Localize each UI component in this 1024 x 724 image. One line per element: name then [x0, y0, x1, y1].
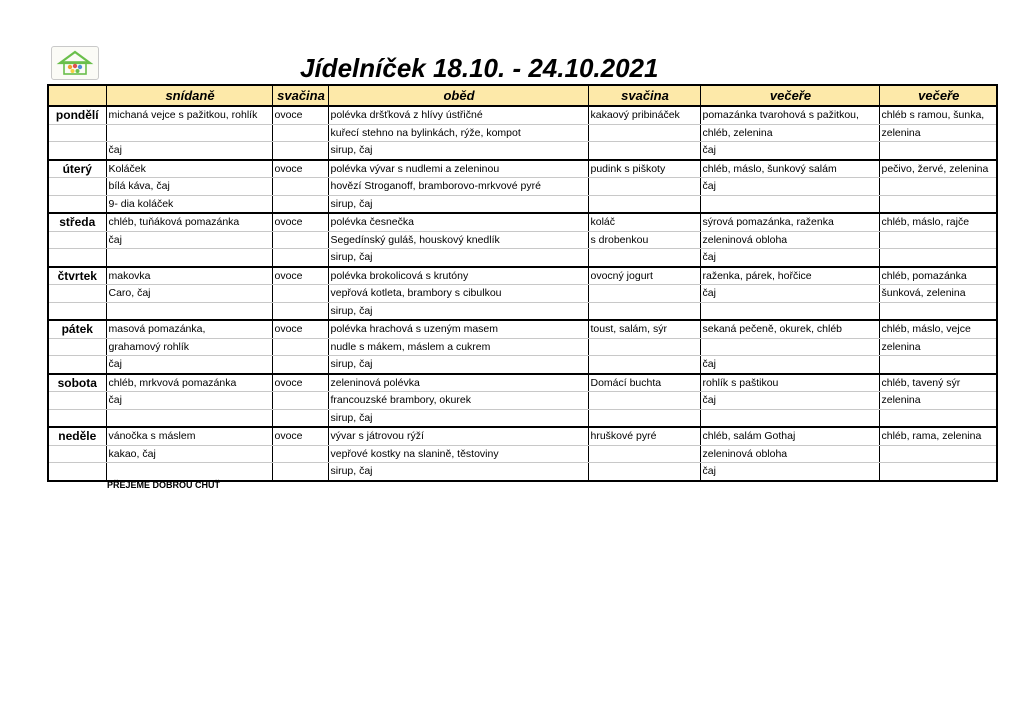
day-cell-empty: [48, 356, 106, 374]
cell-lunch: sirup, čaj: [328, 142, 588, 160]
header-dinner-second: večeře: [879, 85, 997, 106]
menu-body: [48, 106, 997, 481]
cell-lunch: sirup, čaj: [328, 249, 588, 267]
cell-breakfast: 9- dia koláček: [106, 195, 272, 213]
cell-breakfast: Koláček: [106, 160, 272, 178]
cell-lunch: sirup, čaj: [328, 302, 588, 320]
table-row: [48, 320, 997, 338]
cell-dinner: sýrová pomazánka, raženka: [700, 213, 879, 231]
cell-dinner-second: [879, 142, 997, 160]
cell-snack-morning: [272, 302, 328, 320]
cell-snack-morning: [272, 338, 328, 356]
header-lunch: oběd: [328, 85, 588, 106]
cell-dinner: pomazánka tvarohová s pažitkou,: [700, 106, 879, 124]
cell-breakfast: [106, 463, 272, 481]
cell-breakfast: vánočka s máslem: [106, 427, 272, 445]
cell-snack-morning: [272, 445, 328, 463]
cell-snack-afternoon: toust, salám, sýr: [588, 320, 700, 338]
cell-breakfast: masová pomazánka,: [106, 320, 272, 338]
cell-snack-afternoon: [588, 445, 700, 463]
table-row: [48, 463, 997, 481]
cell-snack-afternoon: s drobenkou: [588, 231, 700, 249]
cell-dinner: zeleninová obloha: [700, 231, 879, 249]
page-title: Jídelníček 18.10. - 24.10.2021: [300, 53, 659, 83]
cell-lunch: vepřová kotleta, brambory s cibulkou: [328, 285, 588, 303]
cell-breakfast: bílá káva, čaj: [106, 178, 272, 196]
table-row: [48, 160, 997, 178]
cell-breakfast: grahamový rohlík: [106, 338, 272, 356]
cell-dinner-second: chléb s ramou, šunka,: [879, 106, 997, 124]
cell-dinner: [700, 302, 879, 320]
cell-dinner: čaj: [700, 392, 879, 410]
cell-snack-afternoon: koláč: [588, 213, 700, 231]
cell-snack-afternoon: [588, 463, 700, 481]
cell-snack-afternoon: ovocný jogurt: [588, 267, 700, 285]
cell-breakfast: michaná vejce s pažitkou, rohlík: [106, 106, 272, 124]
table-row: [48, 356, 997, 374]
cell-snack-afternoon: kakaový pribináček: [588, 106, 700, 124]
cell-dinner-second: [879, 178, 997, 196]
cell-dinner-second: zelenina: [879, 124, 997, 142]
cell-dinner: [700, 409, 879, 427]
day-cell-empty: [48, 463, 106, 481]
day-cell-empty: [48, 285, 106, 303]
cell-breakfast: kakao, čaj: [106, 445, 272, 463]
cell-dinner: chléb, máslo, šunkový salám: [700, 160, 879, 178]
cell-snack-afternoon: [588, 178, 700, 196]
table-row: [48, 338, 997, 356]
cell-lunch: sirup, čaj: [328, 195, 588, 213]
cell-breakfast: chléb, tuňáková pomazánka: [106, 213, 272, 231]
cell-dinner: čaj: [700, 356, 879, 374]
cell-dinner: sekaná pečeně, okurek, chléb: [700, 320, 879, 338]
cell-dinner: čaj: [700, 142, 879, 160]
cell-snack-morning: ovoce: [272, 160, 328, 178]
cell-lunch: nudle s mákem, máslem a cukrem: [328, 338, 588, 356]
day-name: pátek: [48, 320, 106, 338]
cell-snack-morning: [272, 142, 328, 160]
logo: [51, 46, 99, 80]
cell-dinner: rohlík s paštikou: [700, 374, 879, 392]
cell-snack-afternoon: [588, 285, 700, 303]
cell-lunch: francouzské brambory, okurek: [328, 392, 588, 410]
day-cell-empty: [48, 249, 106, 267]
cell-dinner-second: pečivo, žervé, zelenina: [879, 160, 997, 178]
cell-dinner-second: šunková, zelenina: [879, 285, 997, 303]
house-logo-icon: [52, 47, 98, 79]
cell-dinner-second: [879, 445, 997, 463]
table-row: [48, 213, 997, 231]
table-row: [48, 374, 997, 392]
cell-breakfast: [106, 302, 272, 320]
menu-table: [47, 84, 998, 482]
cell-snack-afternoon: pudink s piškoty: [588, 160, 700, 178]
header-row: [48, 85, 997, 106]
cell-lunch: zeleninová polévka: [328, 374, 588, 392]
cell-snack-morning: ovoce: [272, 267, 328, 285]
header-snack-afternoon: svačina: [588, 85, 700, 106]
cell-dinner-second: [879, 302, 997, 320]
cell-snack-morning: ovoce: [272, 213, 328, 231]
cell-lunch: polévka hrachová s uzeným masem: [328, 320, 588, 338]
table-row: [48, 392, 997, 410]
cell-lunch: vepřové kostky na slanině, těstoviny: [328, 445, 588, 463]
cell-snack-morning: ovoce: [272, 427, 328, 445]
cell-dinner-second: chléb, máslo, rajče: [879, 213, 997, 231]
day-cell-empty: [48, 142, 106, 160]
day-name: úterý: [48, 160, 106, 178]
cell-breakfast: [106, 409, 272, 427]
cell-snack-afternoon: [588, 338, 700, 356]
table-row: [48, 427, 997, 445]
cell-dinner: zeleninová obloha: [700, 445, 879, 463]
cell-lunch: sirup, čaj: [328, 356, 588, 374]
table-row: [48, 267, 997, 285]
cell-dinner: [700, 195, 879, 213]
cell-breakfast: [106, 249, 272, 267]
day-name: sobota: [48, 374, 106, 392]
cell-breakfast: čaj: [106, 356, 272, 374]
cell-snack-afternoon: Domácí buchta: [588, 374, 700, 392]
cell-dinner: chléb, zelenina: [700, 124, 879, 142]
cell-dinner-second: [879, 356, 997, 374]
cell-dinner: čaj: [700, 249, 879, 267]
table-row: [48, 142, 997, 160]
cell-dinner: čaj: [700, 285, 879, 303]
cell-snack-morning: [272, 463, 328, 481]
cell-snack-afternoon: [588, 249, 700, 267]
cell-snack-afternoon: [588, 142, 700, 160]
day-cell-empty: [48, 445, 106, 463]
table-row: [48, 302, 997, 320]
cell-snack-afternoon: [588, 124, 700, 142]
cell-lunch: sirup, čaj: [328, 463, 588, 481]
day-cell-empty: [48, 392, 106, 410]
header-snack-morning: svačina: [272, 85, 328, 106]
day-cell-empty: [48, 409, 106, 427]
cell-lunch: sirup, čaj: [328, 409, 588, 427]
day-name: pondělí: [48, 106, 106, 124]
day-cell-empty: [48, 231, 106, 249]
cell-breakfast: Caro, čaj: [106, 285, 272, 303]
cell-breakfast: [106, 124, 272, 142]
cell-dinner-second: zelenina: [879, 392, 997, 410]
cell-lunch: hovězí Stroganoff, bramborovo-mrkvové pyré: [328, 178, 588, 196]
cell-snack-morning: [272, 124, 328, 142]
cell-dinner: chléb, salám Gothaj: [700, 427, 879, 445]
cell-snack-afternoon: [588, 356, 700, 374]
table-row: [48, 178, 997, 196]
cell-dinner-second: chléb, pomazánka: [879, 267, 997, 285]
cell-breakfast: čaj: [106, 142, 272, 160]
cell-dinner-second: zelenina: [879, 338, 997, 356]
cell-dinner: raženka, párek, hořčice: [700, 267, 879, 285]
cell-lunch: polévka česnečka: [328, 213, 588, 231]
day-cell-empty: [48, 178, 106, 196]
cell-breakfast: čaj: [106, 231, 272, 249]
day-name: čtvrtek: [48, 267, 106, 285]
day-cell-empty: [48, 124, 106, 142]
cell-snack-afternoon: [588, 302, 700, 320]
cell-snack-morning: [272, 392, 328, 410]
cell-snack-morning: [272, 178, 328, 196]
table-row: [48, 445, 997, 463]
cell-lunch: kuřecí stehno na bylinkách, rýže, kompot: [328, 124, 588, 142]
cell-dinner-second: chléb, máslo, vejce: [879, 320, 997, 338]
cell-snack-morning: [272, 356, 328, 374]
day-name: středa: [48, 213, 106, 231]
cell-breakfast: makovka: [106, 267, 272, 285]
cell-dinner: čaj: [700, 463, 879, 481]
table-row: [48, 231, 997, 249]
cell-dinner-second: [879, 463, 997, 481]
cell-snack-morning: [272, 409, 328, 427]
cell-snack-morning: ovoce: [272, 374, 328, 392]
cell-dinner-second: chléb, rama, zelenina: [879, 427, 997, 445]
cell-snack-afternoon: hruškové pyré: [588, 427, 700, 445]
cell-lunch: polévka dršťková z hlívy ústřičné: [328, 106, 588, 124]
cell-snack-morning: ovoce: [272, 320, 328, 338]
cell-snack-morning: [272, 285, 328, 303]
table-row: [48, 124, 997, 142]
cell-breakfast: čaj: [106, 392, 272, 410]
cell-lunch: vývar s játrovou rýží: [328, 427, 588, 445]
cell-snack-morning: [272, 195, 328, 213]
day-cell-empty: [48, 195, 106, 213]
cell-snack-afternoon: [588, 195, 700, 213]
cell-dinner-second: chléb, tavený sýr: [879, 374, 997, 392]
cell-dinner-second: [879, 249, 997, 267]
table-row: [48, 195, 997, 213]
day-cell-empty: [48, 302, 106, 320]
cell-breakfast: chléb, mrkvová pomazánka: [106, 374, 272, 392]
cell-lunch: polévka brokolicová s krutóny: [328, 267, 588, 285]
cell-dinner: čaj: [700, 178, 879, 196]
day-name: neděle: [48, 427, 106, 445]
cell-snack-morning: [272, 231, 328, 249]
table-row: [48, 249, 997, 267]
table-row: [48, 409, 997, 427]
table-row: [48, 106, 997, 124]
cell-snack-morning: [272, 249, 328, 267]
table-row: [48, 285, 997, 303]
cell-lunch: Segedínský guláš, houskový knedlík: [328, 231, 588, 249]
header-day: [48, 85, 106, 106]
day-cell-empty: [48, 338, 106, 356]
cell-dinner: [700, 338, 879, 356]
cell-dinner-second: [879, 409, 997, 427]
footer-text: PŘEJEME DOBROU CHUŤ: [107, 480, 221, 490]
header-dinner: večeře: [700, 85, 879, 106]
cell-lunch: polévka vývar s nudlemi a zeleninou: [328, 160, 588, 178]
cell-snack-afternoon: [588, 409, 700, 427]
cell-snack-morning: ovoce: [272, 106, 328, 124]
cell-snack-afternoon: [588, 392, 700, 410]
header-breakfast: snídaně: [106, 85, 272, 106]
cell-dinner-second: [879, 231, 997, 249]
cell-dinner-second: [879, 195, 997, 213]
